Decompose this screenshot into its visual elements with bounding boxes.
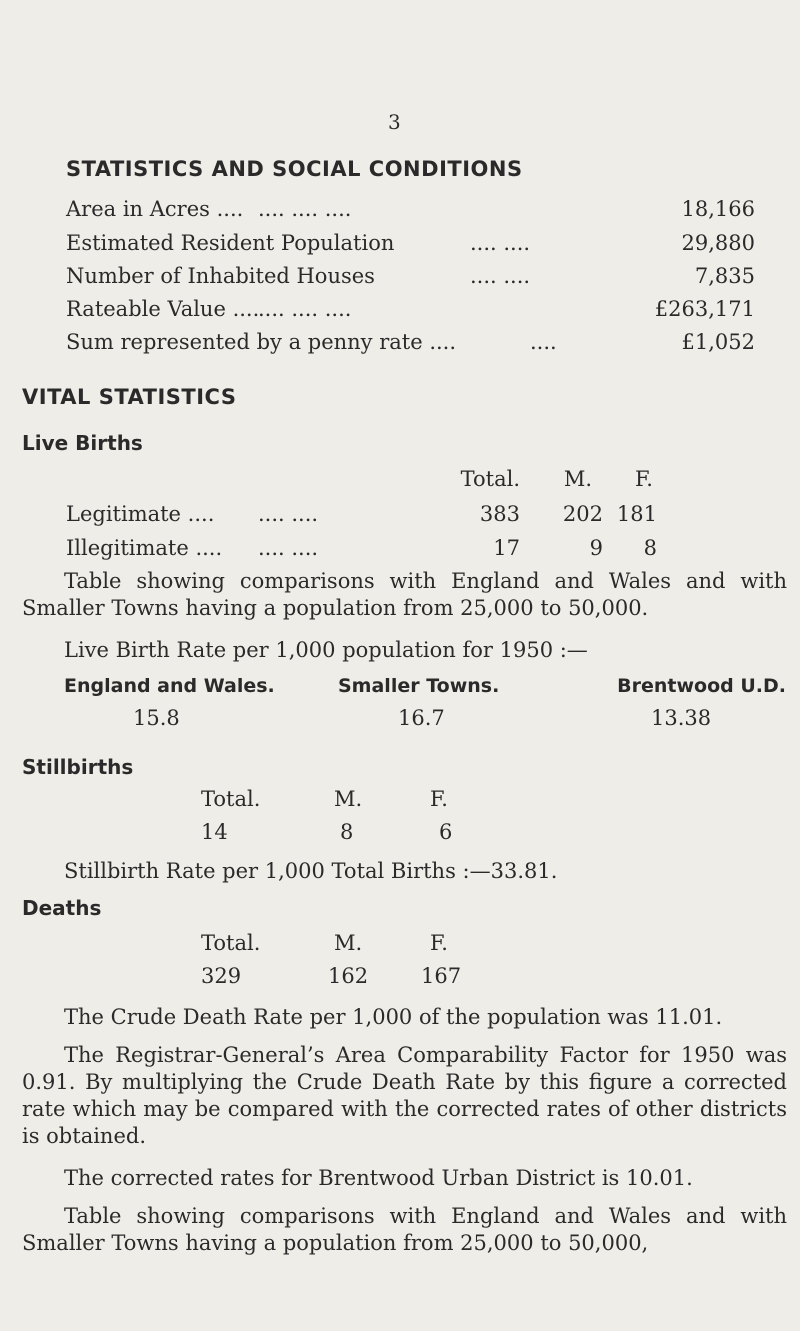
cell-male: 9 xyxy=(589,536,603,560)
row-label: Illegitimate .... xyxy=(66,536,223,560)
area-comparability-text: The Registrar-General’s Area Comparability Factor for 1950 was 0.91. By multiplying the Crude Death Rate by this figure a corrected rate which may be compared with the corrected rates of other districts is obtained. xyxy=(22,1043,787,1148)
corrected-rate-text: The corrected rates for Brentwood Urban District is 10.01. xyxy=(64,1166,693,1190)
column-header-male: M. xyxy=(563,467,593,491)
page-number: 3 xyxy=(388,110,401,134)
cell-male: 162 xyxy=(328,964,369,988)
stat-leader-dots: .... .... .... xyxy=(258,297,352,321)
stillbirth-rate-text: Stillbirth Rate per 1,000 Total Births :—33.81. xyxy=(64,859,558,883)
cell-total: 383 xyxy=(479,502,520,526)
stat-label: Number of Inhabited Houses xyxy=(66,264,375,288)
stat-value: 7,835 xyxy=(694,264,755,288)
row-label: Legitimate .... xyxy=(66,502,215,526)
column-header-female: F. xyxy=(430,787,448,811)
comparison-header-england-wales: England and Wales. xyxy=(64,675,275,697)
comparison-header-smaller-towns: Smaller Towns. xyxy=(338,675,500,697)
stat-leader-dots: .... xyxy=(530,330,557,354)
stat-leader-dots: .... .... .... xyxy=(258,197,352,221)
live-births-heading: Live Births xyxy=(22,431,143,455)
cell-female: 167 xyxy=(421,964,462,988)
column-header-female: F. xyxy=(430,931,448,955)
cell-male: 202 xyxy=(562,502,603,526)
cell-female: 8 xyxy=(643,536,657,560)
stat-leader-dots: .... .... xyxy=(470,231,531,255)
comparison-value-smaller-towns: 16.7 xyxy=(398,706,445,730)
live-birth-rate-text: Live Birth Rate per 1,000 population for 1950 :— xyxy=(64,638,588,662)
page-title: STATISTICS AND SOCIAL CONDITIONS xyxy=(66,157,523,181)
cell-female: 181 xyxy=(616,502,657,526)
column-header-female: F. xyxy=(635,467,653,491)
column-header-total: Total. xyxy=(201,787,261,811)
stat-label: Area in Acres .... xyxy=(66,197,244,221)
stat-value: £263,171 xyxy=(654,297,755,321)
cell-total: 329 xyxy=(201,964,242,988)
stat-leader-dots: .... .... xyxy=(470,264,531,288)
column-header-male: M. xyxy=(334,931,363,955)
stat-label: Estimated Resident Population xyxy=(66,231,395,255)
stillbirths-heading: Stillbirths xyxy=(22,755,134,779)
stat-label: Sum represented by a penny rate .... xyxy=(66,330,457,354)
comparison-value-brentwood: 13.38 xyxy=(651,706,712,730)
row-leader-dots: .... .... xyxy=(258,502,319,526)
deaths-comparison-text: Table showing comparisons with England and Wales and with Smaller Towns having a population from 25,000 to 50,000, xyxy=(22,1204,787,1255)
comparison-header-brentwood: Brentwood U.D. xyxy=(617,675,786,697)
crude-death-rate-text: The Crude Death Rate per 1,000 of the population was 11.01. xyxy=(64,1005,723,1029)
cell-total: 14 xyxy=(201,820,228,844)
vital-statistics-heading: VITAL STATISTICS xyxy=(22,385,237,409)
cell-total: 17 xyxy=(493,536,520,560)
column-header-total: Total. xyxy=(201,931,261,955)
stat-value: £1,052 xyxy=(681,330,755,354)
live-births-comparison-text: Table showing comparisons with England and Wales and with Smaller Towns having a population from 25,000 to 50,000. xyxy=(22,569,787,620)
column-header-male: M. xyxy=(334,787,363,811)
stat-value: 18,166 xyxy=(681,197,755,221)
cell-female: 6 xyxy=(439,820,453,844)
row-leader-dots: .... .... xyxy=(258,536,319,560)
deaths-heading: Deaths xyxy=(22,896,102,920)
cell-male: 8 xyxy=(340,820,354,844)
stat-value: 29,880 xyxy=(681,231,755,255)
comparison-value-england-wales: 15.8 xyxy=(133,706,180,730)
column-header-total: Total. xyxy=(460,467,520,491)
stat-label: Rateable Value .... xyxy=(66,297,260,321)
